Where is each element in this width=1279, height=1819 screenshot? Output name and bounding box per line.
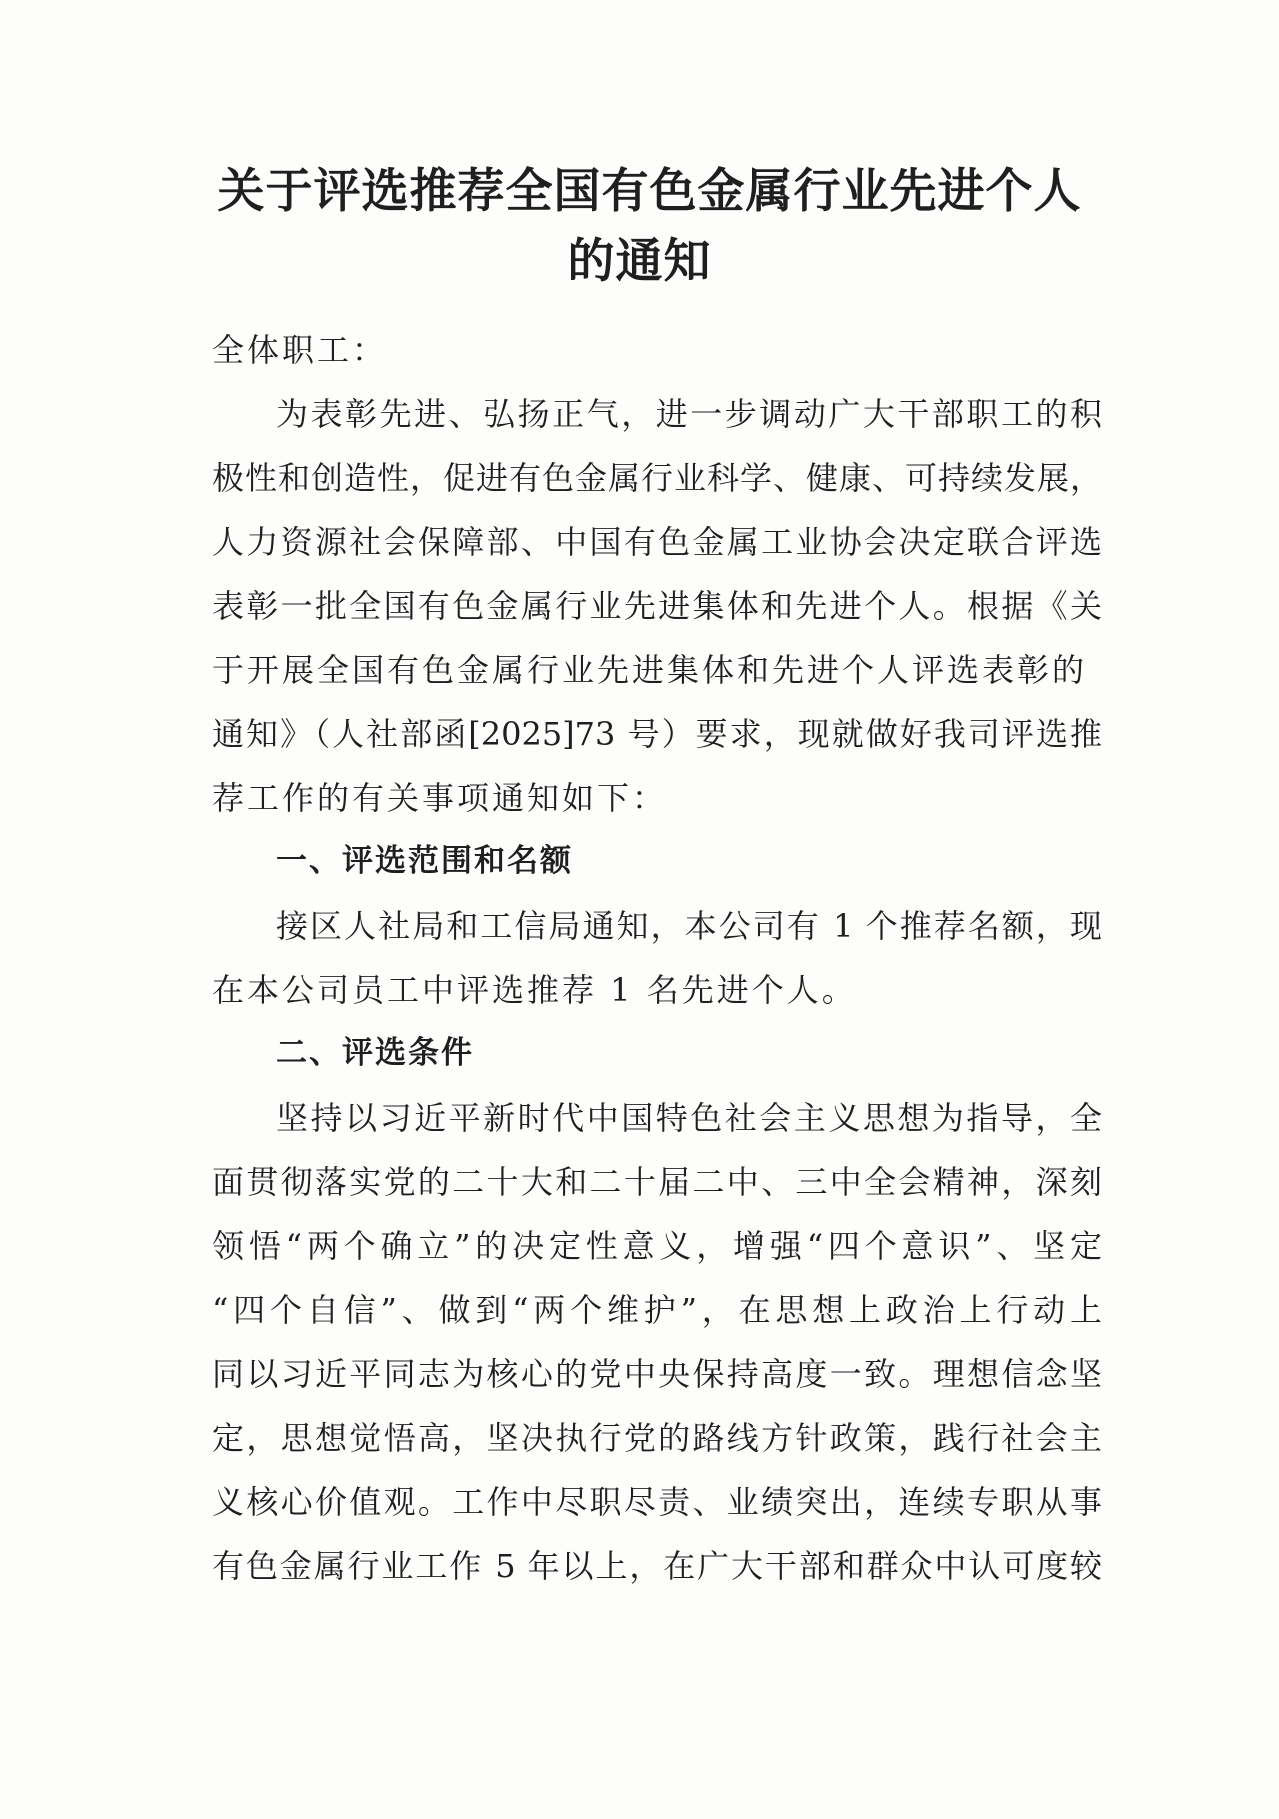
paragraph-line: 同以习近平同志为核心的党中央保持高度一致。理想信念坚	[212, 1355, 1102, 1393]
document-body	[212, 331, 1102, 1614]
paragraph-line: “四个自信”、做到“两个维护”，在思想上政治上行动上	[212, 1291, 1102, 1329]
paragraph-line: 极性和创造性，促进有色金属行业科学、健康、可持续发展，	[212, 459, 1102, 497]
document-title-line-2: 的通知	[567, 234, 712, 289]
section-heading-1: 一、评选范围和名额	[276, 843, 573, 879]
paragraph-line: 通知》（人社部函[2025]73 号）要求，现就做好我司评选推	[212, 715, 1102, 753]
paragraph-line: 在本公司员工中评选推荐 1 名先进个人。	[212, 971, 857, 1009]
paragraph-line: 人力资源社会保障部、中国有色金属工业协会决定联合评选	[212, 523, 1102, 561]
paragraph-line: 定，思想觉悟高，坚决执行党的路线方针政策，践行社会主	[212, 1419, 1102, 1457]
paragraph-line: 表彰一批全国有色金属行业先进集体和先进个人。根据《关	[212, 587, 1102, 625]
section-heading-2: 二、评选条件	[276, 1035, 474, 1071]
paragraph-line: 为表彰先进、弘扬正气，进一步调动广大干部职工的积	[276, 395, 1102, 433]
paragraph-line: 有色金属行业工作 5 年以上，在广大干部和群众中认可度较	[212, 1547, 1102, 1585]
paragraph-line: 义核心价值观。工作中尽职尽责、业绩突出，连续专职从事	[212, 1483, 1102, 1521]
paragraph-line: 坚持以习近平新时代中国特色社会主义思想为指导，全	[276, 1099, 1102, 1137]
paragraph-line: 荐工作的有关事项通知如下：	[212, 779, 668, 817]
paragraph-line: 于开展全国有色金属行业先进集体和先进个人评选表彰的	[212, 651, 1088, 689]
salutation: 全体职工：	[212, 331, 388, 369]
paragraph-line: 接区人社局和工信局通知，本公司有 1 个推荐名额，现	[276, 907, 1102, 945]
paragraph-line: 面贯彻落实党的二十大和二十届二中、三中全会精神，深刻	[212, 1163, 1102, 1201]
paragraph-line: 领悟“两个确立”的决定性意义，增强“四个意识”、坚定	[212, 1227, 1102, 1265]
document-title-line-1: 关于评选推荐全国有色金属行业先进个人	[217, 164, 1082, 219]
